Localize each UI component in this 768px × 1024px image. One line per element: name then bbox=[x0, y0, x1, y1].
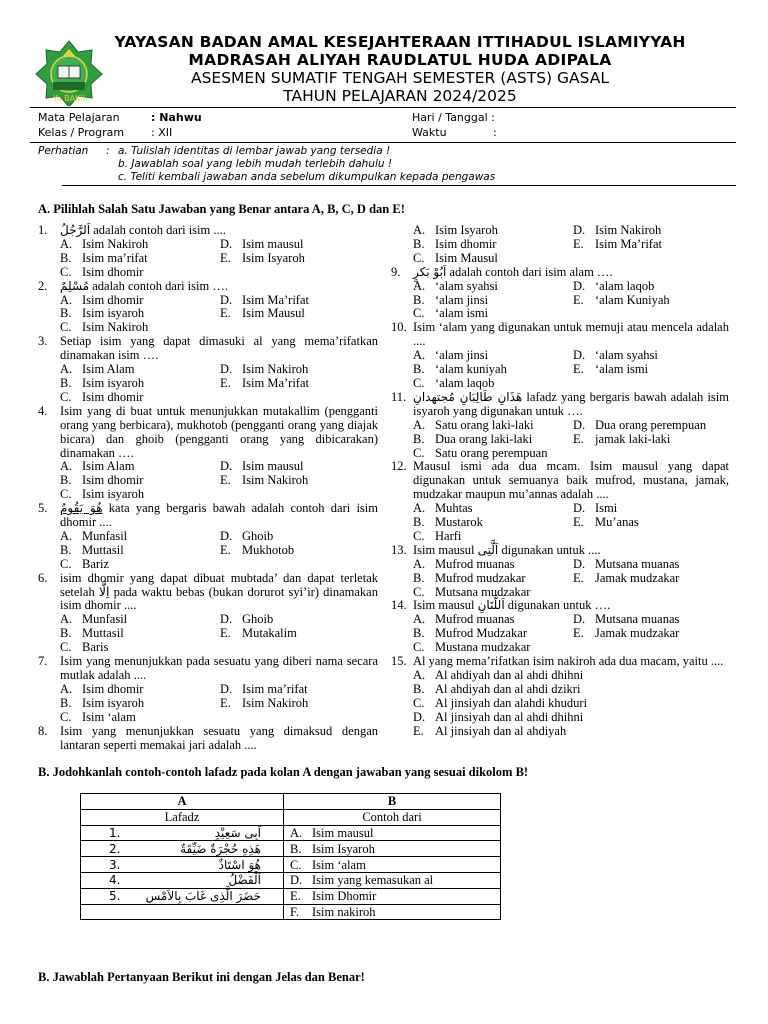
arabic-word: اَلَّتِى bbox=[477, 542, 499, 557]
question-number: 2. bbox=[38, 278, 48, 293]
option-c[interactable]: C. Isim Nakiroh bbox=[60, 320, 149, 335]
option-e[interactable]: E. Jamak mudzakar bbox=[573, 626, 680, 641]
option-b[interactable]: B. Isim dhomir bbox=[60, 473, 144, 488]
option-e[interactable]: E. Isim Ma’rifat bbox=[573, 236, 662, 251]
arabic-word: اَبُوْ بَكرٍ bbox=[413, 264, 447, 279]
option-e[interactable]: E. jamak laki-laki bbox=[573, 431, 671, 446]
option-b[interactable]: B. Isim ma’rifat bbox=[60, 250, 148, 265]
option-e[interactable]: E. Isim Mausul bbox=[220, 306, 305, 321]
option-a[interactable]: A. ‘alam jinsi bbox=[413, 348, 489, 363]
notice-item: b. Jawablah soal yang lebih mudah terlebih dahulu ! bbox=[118, 158, 393, 170]
column-a-header: A bbox=[81, 794, 284, 810]
option-d[interactable]: D. Isim ma’rifat bbox=[220, 681, 308, 696]
question-text: Setiap isim yang dapat dimasuki al yang mema’rifatkan dinamakan isim …. bbox=[60, 334, 378, 363]
lafadz-item: 4. اَلْفَضْلُ bbox=[109, 873, 261, 888]
option-c[interactable]: C. ‘alam ismi bbox=[413, 306, 489, 321]
question-6 bbox=[38, 572, 378, 655]
option-d[interactable]: D. Mutsana muanas bbox=[573, 556, 680, 571]
question-8-options bbox=[391, 224, 729, 266]
column-b-subheader: Contoh dari bbox=[284, 809, 501, 825]
question-number: 7. bbox=[38, 654, 48, 669]
option-c[interactable]: C. Baris bbox=[60, 640, 109, 655]
option-e[interactable]: E. Isim Nakiroh bbox=[220, 473, 309, 488]
answer-item: C. Isim ‘alam bbox=[284, 857, 501, 873]
option-b[interactable]: B. Dua orang laki-laki bbox=[413, 431, 533, 446]
class-label: Kelas / Program bbox=[38, 126, 125, 139]
option-d[interactable]: D. ‘alam syahsi bbox=[573, 348, 658, 363]
table-row bbox=[81, 841, 501, 857]
option-c[interactable]: C. Bariz bbox=[60, 556, 110, 571]
answer-item: F. Isim nakiroh bbox=[284, 904, 501, 920]
option-b[interactable]: B. Isim isyaroh bbox=[60, 695, 145, 710]
arabic-word: اَللَّتَانِ bbox=[477, 598, 505, 613]
option-e[interactable]: E. ‘alam Kuniyah bbox=[573, 292, 670, 307]
question-text: Isim mausul bbox=[413, 598, 478, 613]
question-number: 14. bbox=[391, 598, 407, 613]
left-question-column bbox=[38, 224, 378, 752]
notice-item: c. Teliti kembali jawaban anda sebelum dikumpulkan kepada pengawas bbox=[118, 171, 496, 183]
option-a[interactable]: A. Isim Alam bbox=[60, 459, 135, 474]
table-header-row bbox=[81, 794, 501, 810]
option-c[interactable]: C. Mustana mudzakar bbox=[413, 640, 531, 655]
question-14 bbox=[391, 599, 729, 655]
question-number: 9. bbox=[391, 264, 401, 279]
option-e[interactable]: E. Isim Ma’rifat bbox=[220, 375, 309, 390]
lafadz-item: 3. هُوَ اسْتَاذٌ bbox=[109, 857, 261, 872]
option-d[interactable]: D. Ghoib bbox=[220, 528, 274, 543]
section-a-title: A. Pilihlah Salah Satu Jawaban yang Benar antara A, B, C, D dan E! bbox=[38, 202, 405, 216]
question-7 bbox=[38, 655, 378, 725]
option-d[interactable]: D. Isim Nakiroh bbox=[220, 362, 309, 377]
answer-item: E. Isim Dhomir bbox=[284, 888, 501, 904]
option-a[interactable]: A. Muhtas bbox=[413, 501, 473, 516]
option-d[interactable]: D. Al jinsiyah dan al ahdi dhihni bbox=[413, 709, 584, 724]
option-d[interactable]: D. Isim mausul bbox=[220, 236, 304, 251]
option-b[interactable]: B. Muttasil bbox=[60, 626, 124, 641]
academic-year: TAHUN PELAJARAN 2024/2025 bbox=[283, 87, 517, 105]
question-text: Isim yang menunjukkan pada sesuatu yang diberi nama secara mutlak adalah .... bbox=[60, 654, 378, 682]
option-a[interactable]: A. Isim dhomir bbox=[60, 681, 144, 696]
question-number: 5. bbox=[38, 501, 48, 516]
question-number: 10. bbox=[391, 320, 407, 335]
foundation-name: YAYASAN BADAN AMAL KESEJAHTERAAN ITTIHADUL ISLAMIYYAH bbox=[114, 33, 686, 51]
class-value: : XII bbox=[151, 126, 173, 139]
question-text: isim dhomir yang dapat dibuat mubtada’ dan dapat terletak setelah اِلَّا pada waktu bebas (bukan dorurot syi’ir) dinamakan isim dhomir .... bbox=[60, 570, 378, 613]
question-text: Isim yang di buat untuk menunjukkan mutakallim (pengganti orang yang berbicara), mukhotob (pengganti orang yang diajak bicara) dan ghoib (pengganti orang yang dibicarakan) dinamakan …. bbox=[60, 403, 378, 460]
option-b[interactable]: B. Mufrod Mudzakar bbox=[413, 626, 527, 641]
header-divider bbox=[30, 107, 736, 108]
option-e[interactable]: E. ‘alam ismi bbox=[573, 362, 649, 377]
info-divider bbox=[30, 142, 736, 143]
question-9 bbox=[391, 266, 729, 322]
question-13 bbox=[391, 544, 729, 600]
option-d[interactable]: D. Ghoib bbox=[220, 612, 274, 627]
option-b[interactable]: B. Muttasil bbox=[60, 542, 124, 557]
question-15 bbox=[391, 655, 729, 738]
question-text: Isim mausul bbox=[413, 542, 478, 557]
question-number: 4. bbox=[38, 403, 48, 418]
option-a[interactable]: A. Mufrod muanas bbox=[413, 556, 515, 571]
question-3 bbox=[38, 335, 378, 405]
table-subheader-row bbox=[81, 809, 501, 825]
logo-caption: Ya BAKII bbox=[52, 94, 86, 103]
question-12 bbox=[391, 460, 729, 543]
option-b[interactable]: B. Mufrod mudzakar bbox=[413, 570, 526, 585]
option-b[interactable]: B. Isim isyaroh bbox=[60, 375, 145, 390]
option-c[interactable]: C. ‘alam laqob bbox=[413, 375, 495, 390]
question-text: Al yang mema’rifatkan isim nakiroh ada dua macam, yaitu .... bbox=[413, 654, 724, 669]
option-a[interactable]: A. Munfasil bbox=[60, 528, 128, 543]
subject-label: Mata Pelajaran bbox=[38, 111, 120, 124]
table-row bbox=[81, 857, 501, 873]
question-text: digunakan untuk .... bbox=[498, 542, 601, 557]
option-e[interactable]: E. Al jinsiyah dan al ahdiyah bbox=[413, 723, 567, 738]
option-d[interactable]: D. Isim Ma’rifat bbox=[220, 292, 309, 307]
option-b[interactable]: B. ‘alam kuniyah bbox=[413, 362, 507, 377]
option-c[interactable]: C. Harfi bbox=[413, 528, 462, 543]
answer-item: D. Isim yang kemasukan al bbox=[284, 872, 501, 888]
question-text: adalah contoh dari isim alam …. bbox=[446, 264, 613, 279]
table-row bbox=[81, 888, 501, 904]
option-a[interactable]: A. Munfasil bbox=[60, 612, 128, 627]
exam-title: ASESMEN SUMATIF TENGAH SEMESTER (ASTS) GASAL bbox=[190, 69, 609, 87]
option-c[interactable]: C. Mutsana mudzakar bbox=[413, 584, 531, 599]
option-e[interactable]: E. Mukhotob bbox=[220, 542, 295, 557]
option-a[interactable]: A. ‘alam syahsi bbox=[413, 278, 498, 293]
question-2 bbox=[38, 280, 378, 336]
time-colon: : bbox=[493, 126, 497, 139]
column-b-header: B bbox=[284, 794, 501, 810]
option-c[interactable]: C. Isim ‘alam bbox=[60, 709, 136, 724]
option-e[interactable]: E. Isim Nakiroh bbox=[220, 695, 309, 710]
empty-cell bbox=[81, 904, 284, 920]
section-c-title: B. Jawablah Pertanyaan Berikut ini dengan Jelas dan Benar! bbox=[38, 970, 365, 984]
right-question-column bbox=[391, 224, 729, 739]
question-text: adalah contoh dari isim …. bbox=[89, 278, 228, 293]
column-a-subheader: Lafadz bbox=[81, 809, 284, 825]
notice-item: a. Tulislah identitas di lembar jawab yang tersedia ! bbox=[118, 145, 391, 157]
question-5 bbox=[38, 502, 378, 572]
option-b[interactable]: B. Isim dhomir bbox=[413, 236, 497, 251]
lafadz-item: 1. اَبِى سَعِيْدٍ bbox=[109, 825, 261, 840]
option-c[interactable]: C. Isim isyaroh bbox=[60, 487, 145, 502]
option-e[interactable]: E. Isim Isyaroh bbox=[220, 250, 305, 265]
option-c[interactable]: C. Isim dhomir bbox=[60, 389, 144, 404]
question-11 bbox=[391, 391, 729, 461]
option-d[interactable]: D. Mutsana muanas bbox=[573, 612, 680, 627]
notice-divider bbox=[62, 185, 736, 186]
table-row bbox=[81, 825, 501, 841]
question-number: 3. bbox=[38, 334, 48, 349]
subject-value: : Nahwu bbox=[151, 111, 202, 124]
question-text: Isim yang menunjukkan sesuatu yang dimaksud dengan lantaran seperti memakai jari adalah .... bbox=[60, 723, 378, 752]
notice-label: Perhatian bbox=[38, 145, 89, 157]
option-e[interactable]: E. Mutakalim bbox=[220, 626, 297, 641]
option-b[interactable]: B. ‘alam jinsi bbox=[413, 292, 489, 307]
notice-colon: : bbox=[106, 145, 110, 157]
matching-table bbox=[80, 793, 501, 920]
option-a[interactable]: A. Al ahdiyah dan al ahdi dhihni bbox=[413, 668, 584, 682]
question-text: Isim ‘alam yang digunakan untuk memuji atau mencela adalah .... bbox=[413, 320, 729, 349]
question-text: kata yang bergaris bawah adalah contoh dari isim dhomir .... bbox=[60, 501, 378, 530]
question-number: 13. bbox=[391, 542, 407, 557]
question-text: adalah contoh dari isim .... bbox=[90, 223, 226, 237]
question-number: 15. bbox=[391, 654, 407, 669]
arabic-word: هُوَ يَقُومُ bbox=[60, 501, 103, 516]
option-a[interactable]: A. Mufrod muanas bbox=[413, 612, 515, 627]
option-d[interactable]: D. Ismi bbox=[573, 501, 618, 516]
question-10 bbox=[391, 321, 729, 391]
arabic-word: هَذَانِ طَالِبَانِ مُجتهدانِ bbox=[413, 389, 523, 404]
arabic-word: اَلرَّجُلُ bbox=[60, 223, 91, 237]
option-a[interactable]: A. Isim dhomir bbox=[60, 292, 144, 307]
question-1 bbox=[38, 224, 378, 280]
option-c[interactable]: C. Isim dhomir bbox=[60, 264, 144, 279]
option-a[interactable]: A. Satu orang laki-laki bbox=[413, 417, 534, 432]
question-text: digunakan untuk …. bbox=[504, 598, 611, 613]
option-b[interactable]: B. Mustarok bbox=[413, 515, 483, 530]
option-d[interactable]: D. ‘alam laqob bbox=[573, 278, 655, 293]
arabic-word: مُسْلِمٌ bbox=[60, 278, 90, 293]
lafadz-item: 5. حَضَرَ الَّذِى غَابَ بِالاَمْسِ bbox=[109, 889, 261, 904]
option-e[interactable]: E. Mu’anas bbox=[573, 515, 639, 530]
question-text: lafadz yang bergaris bawah adalah isim isyaroh yang digunakan untuk …. bbox=[413, 389, 729, 418]
question-number: 6. bbox=[38, 570, 48, 585]
question-text: Mausul ismi ada dua mcam. Isim mausul yang dapat digunakan untuk semuanya baik mufrod, mustana, jamak, mudzakar maupun mu’annas adalah .... bbox=[413, 459, 729, 502]
option-d[interactable]: D. Dua orang perempuan bbox=[573, 417, 707, 432]
option-b[interactable]: B. Isim isyaroh bbox=[60, 306, 145, 321]
table-row bbox=[81, 904, 501, 920]
option-c[interactable]: C. Satu orang perempuan bbox=[413, 445, 548, 460]
question-4 bbox=[38, 405, 378, 502]
option-d[interactable]: D. Isim mausul bbox=[220, 459, 304, 474]
question-number: 12. bbox=[391, 459, 407, 474]
option-a[interactable]: A. Isim Alam bbox=[60, 362, 135, 377]
question-number: 8. bbox=[38, 723, 48, 738]
question-number: 1. bbox=[38, 223, 48, 237]
section-b-title: B. Jodohkanlah contoh-contoh lafadz pada kolan A dengan jawaban yang sesuai dikolom B! bbox=[38, 765, 529, 779]
option-c[interactable]: C. Isim Mausul bbox=[413, 250, 498, 265]
lafadz-item: 2. هَذِهِ حُجْرَةٌ ضَيِّقَةٌ bbox=[109, 841, 261, 856]
option-e[interactable]: E. Jamak mudzakar bbox=[573, 570, 680, 585]
table-row bbox=[81, 872, 501, 888]
answer-item: B. Isim Isyaroh bbox=[284, 841, 501, 857]
time-label: Waktu bbox=[412, 126, 447, 139]
day-date-label: Hari / Tanggal : bbox=[412, 111, 495, 124]
question-8 bbox=[38, 725, 378, 753]
option-d[interactable]: D. Isim Nakiroh bbox=[573, 223, 662, 237]
option-c[interactable]: C. Al jinsiyah dan alahdi khuduri bbox=[413, 695, 588, 710]
option-a[interactable]: A. Isim Nakiroh bbox=[60, 236, 149, 251]
question-number: 11. bbox=[391, 389, 407, 404]
option-b[interactable]: B. Al ahdiyah dan al ahdi dzikri bbox=[413, 681, 581, 696]
school-name: MADRASAH ALIYAH RAUDLATUL HUDA ADIPALA bbox=[188, 51, 612, 69]
answer-item: A. Isim mausul bbox=[284, 825, 501, 841]
option-a[interactable]: A. Isim Isyaroh bbox=[413, 223, 498, 237]
